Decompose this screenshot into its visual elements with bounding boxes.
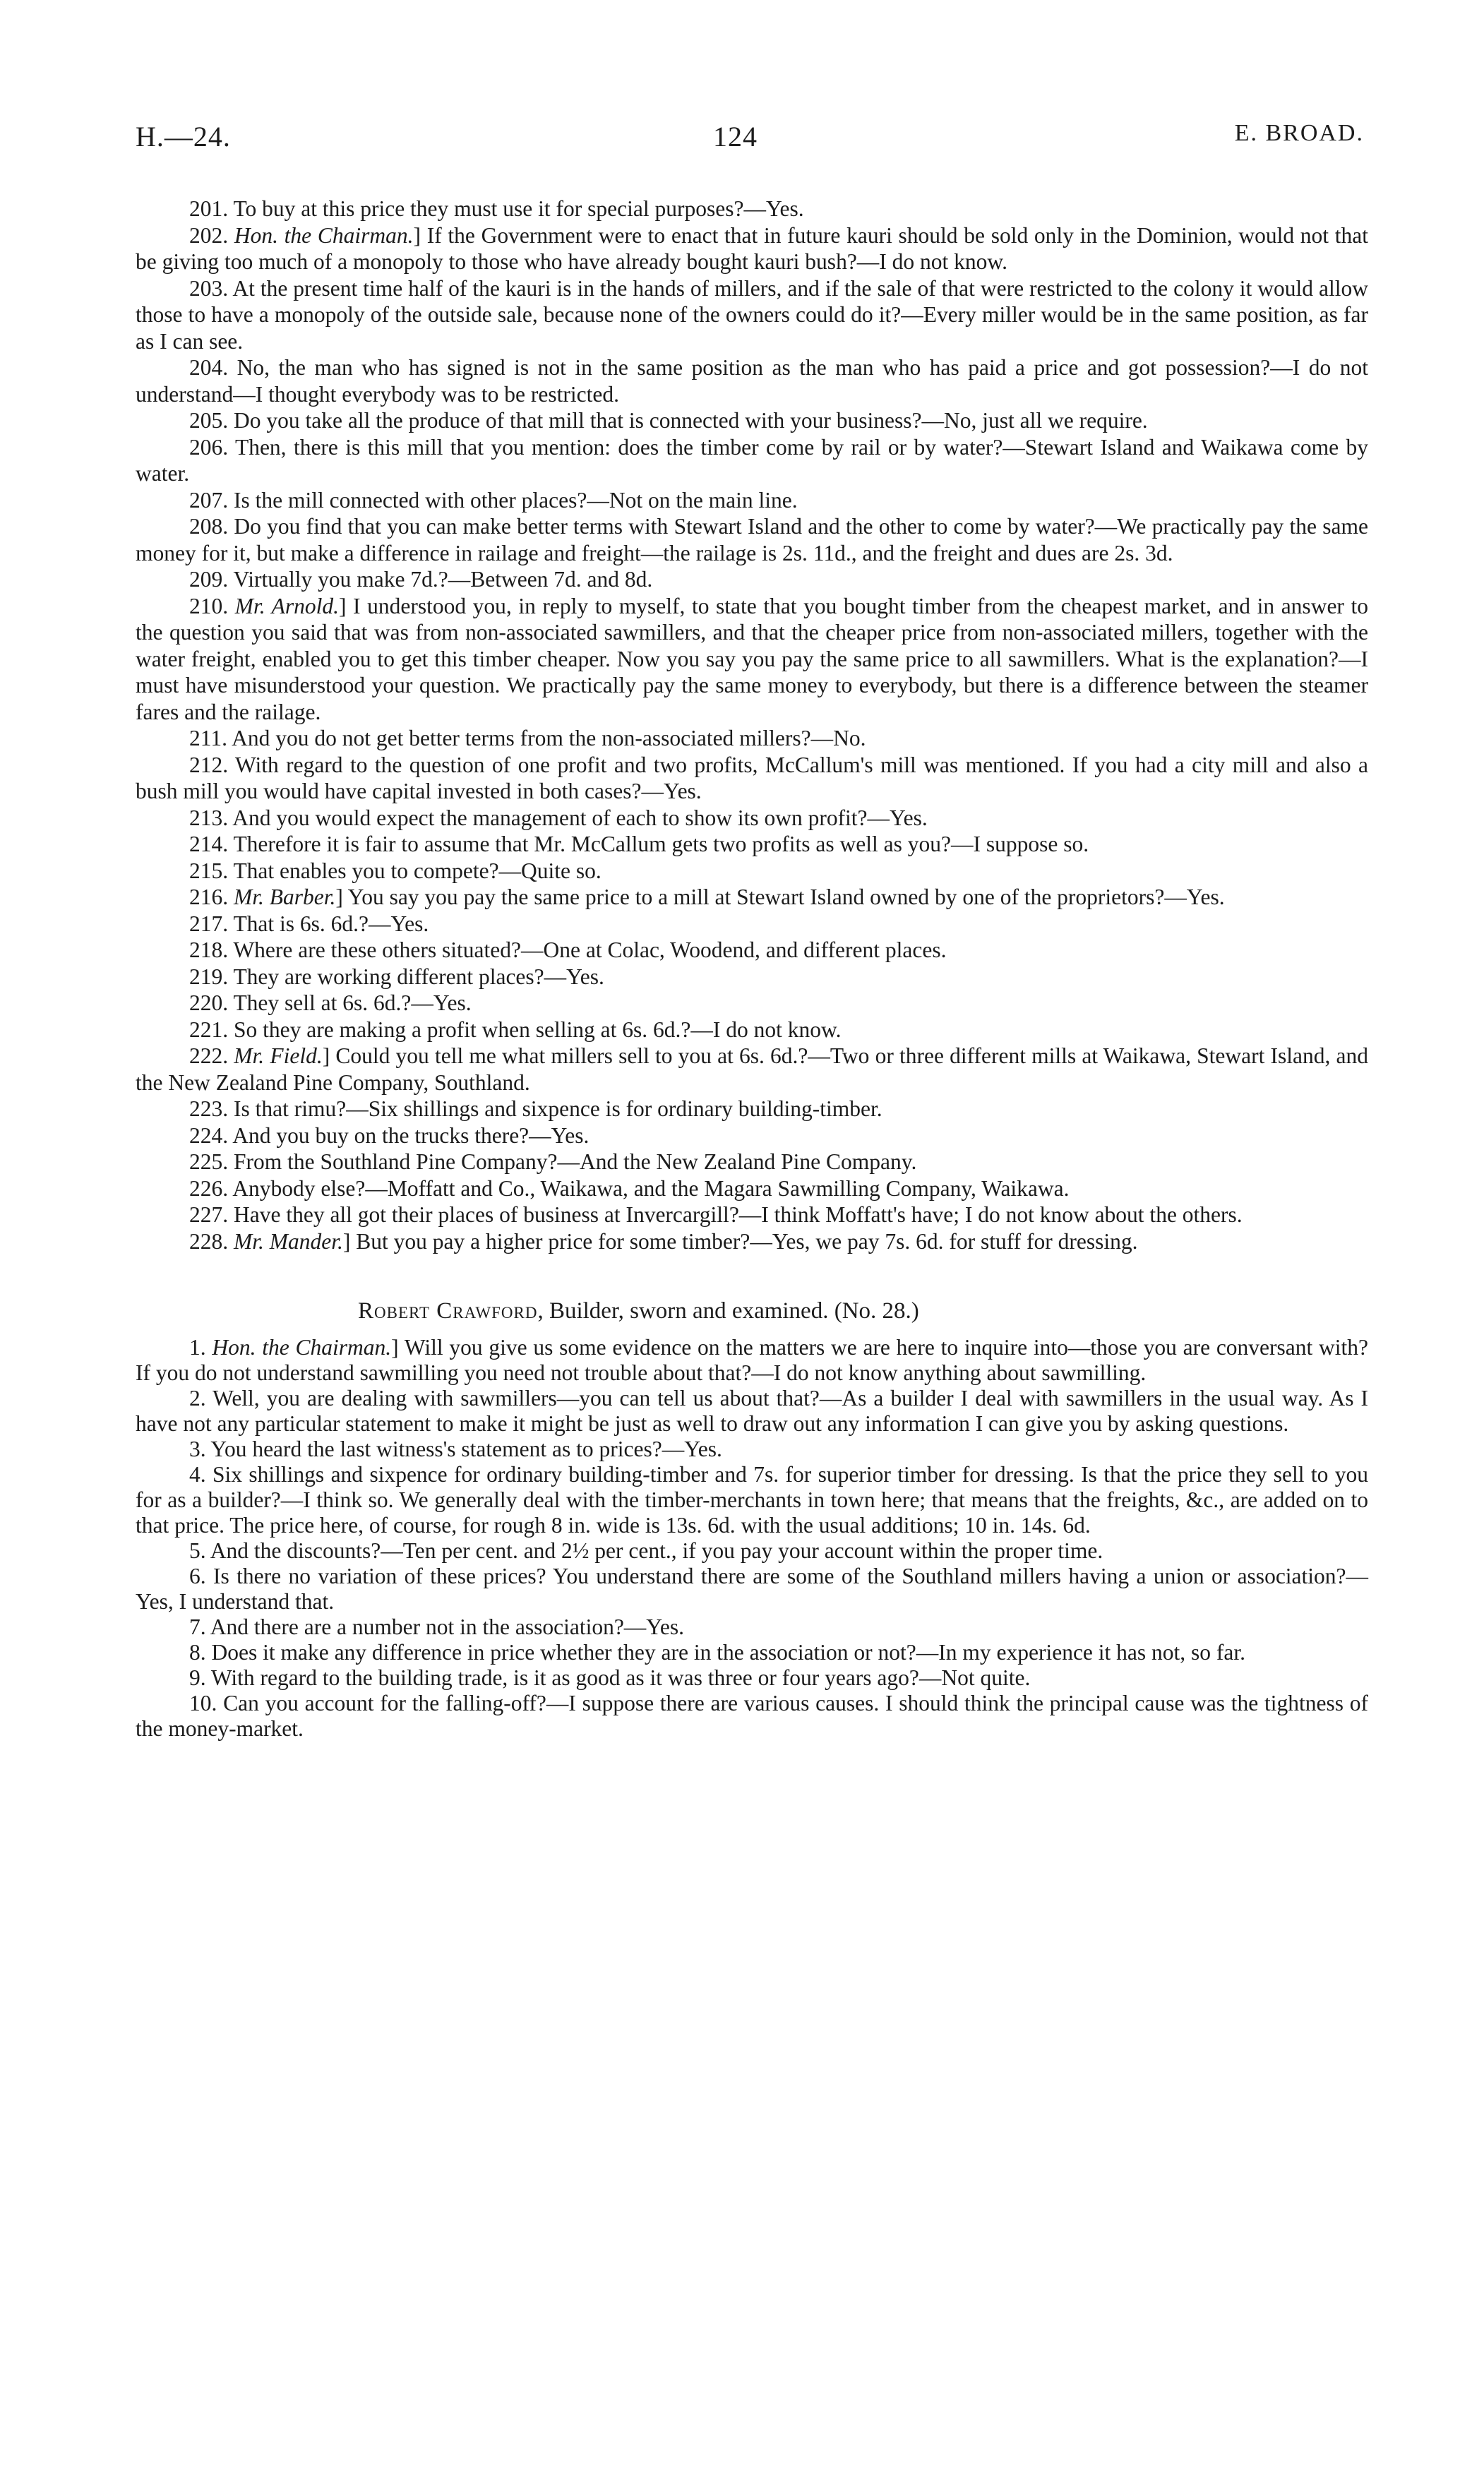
witness-heading xyxy=(136,1297,1368,1325)
question-paragraph xyxy=(136,911,1368,938)
question-text: Could you tell me what millers sell to you at 6s. 6d.?—Two or three different mills at Waikawa, Stewart Island, and the New Zealand Pine Company, Southland. xyxy=(136,1043,1369,1095)
question-number: 219. xyxy=(189,964,229,989)
question-text: At the present time half of the kauri is in the hands of millers, and if the sale of that were restricted to the colony it would allow those to have a monopoly of the outside sale, because none of the owners could do it?—Every miller would be in the same position, as far as I can see. xyxy=(136,275,1368,354)
question-text: You say you pay the same price to a mill at Stewart Island owned by one of the proprietors?—Yes. xyxy=(347,885,1225,909)
speaker-name: Mr. Mander. xyxy=(234,1228,343,1254)
speaker-name: Hon. the Chairman. xyxy=(212,1335,392,1360)
question-text: To buy at this price they must use it for special purposes?—Yes. xyxy=(233,196,804,221)
question-paragraph xyxy=(136,1149,1368,1175)
question-text: Can you account for the falling-off?—I suppose there are various causes. I should think the principal cause was the tightness of the money-market. xyxy=(136,1691,1369,1741)
question-paragraph xyxy=(136,858,1368,885)
question-text: If the Government were to enact that in future kauri should be sold only in the Dominion, would not that be giving too much of a monopoly to those who have already bought kauri bush?—I do not know. xyxy=(136,222,1369,274)
question-number: 7. xyxy=(189,1615,206,1639)
question-text: Does it make any difference in price whether they are in the association or not?—In my experience it has not, so far. xyxy=(211,1640,1246,1665)
question-number: 224. xyxy=(189,1122,229,1148)
question-number: 9. xyxy=(189,1665,206,1690)
question-number: 206. xyxy=(189,434,229,460)
witness-running-head: E. BROAD. xyxy=(1234,120,1364,146)
question-paragraph: 202. Hon. the Chairman.] If the Government were to enact that in future kauri should be sold only in the Dominion, would not that be giving too much of a monopoly to those who have already bought kauri bush?—I do not know. xyxy=(136,222,1369,274)
question-number: 210. xyxy=(189,593,229,618)
question-paragraph xyxy=(136,1122,1368,1149)
question-number: 205. xyxy=(189,408,229,433)
question-text: And there are a number not in the association?—Yes. xyxy=(210,1615,685,1639)
examination-crawford xyxy=(136,1335,1368,1742)
question-paragraph: 1. Hon. the Chairman.] Will you give us some evidence on the matters we are here to inquire into—those you are conversant with? If you do not understand sawmilling you need not trouble about that?—I do not know anything about sawmilling. xyxy=(136,1335,1369,1385)
question-number: 10. xyxy=(189,1691,217,1715)
question-paragraph xyxy=(136,964,1368,990)
report-reference: H.—24. xyxy=(136,121,231,152)
question-number: 223. xyxy=(189,1096,229,1121)
examination-broad xyxy=(136,196,1368,1254)
page-number: 124 xyxy=(713,121,758,152)
question-number: 5. xyxy=(189,1538,206,1563)
question-paragraph xyxy=(136,990,1368,1017)
witness-name: Robert Crawford xyxy=(358,1298,538,1324)
question-paragraph xyxy=(136,196,1368,222)
question-paragraph: 216. Mr. Barber.] You say you pay the same price to a mill at Stewart Island owned by one of the proprietors?—Yes. xyxy=(189,885,1225,909)
question-number: 209. xyxy=(189,567,229,592)
question-paragraph xyxy=(136,725,1368,752)
question-number: 227. xyxy=(189,1202,229,1227)
question-paragraph xyxy=(136,1017,1368,1043)
question-text: Well, you are dealing with sawmillers—you can tell us about that?—As a builder I deal with sawmillers in the usual way. As I have not any particular statement to make it might be just as well to draw out any information I can give you by asking questions. xyxy=(136,1386,1369,1436)
question-number: 202. xyxy=(189,222,229,248)
question-paragraph: 210. Mr. Arnold.] I understood you, in reply to myself, to state that you bought timber from the cheapest market, and in answer to the question you said that was from non-associated sawmillers, and that the cheaper price from non-associated millers, together with the water freight, enabled you to get this timber cheaper. Now you say you pay the same price to all sawmillers. What is the explanation?—I must have misunderstood your question. We practically pay the same money to everybody, but there is a difference between the steamer fares and the railage. xyxy=(136,593,1368,724)
question-paragraph xyxy=(136,937,1368,964)
question-text: Anybody else?—Moffatt and Co., Waikawa, and the Magara Sawmilling Company, Waikawa. xyxy=(232,1175,1070,1201)
question-number: 203. xyxy=(189,275,229,301)
question-text: Six shillings and sixpence for ordinary building-timber and 7s. for superior timber for dressing. Is that the price they sell to you for as a builder?—I think so. We generally deal with the timber-merchants in town here; that means that the freights, &c., are added on to that price. The price here, of course, for rough 8 in. wide is 13s. 6d. with the usual additions; 10 in. 14s. 6d. xyxy=(136,1462,1368,1538)
question-text: That is 6s. 6d.?—Yes. xyxy=(233,911,429,936)
question-text: That enables you to compete?—Quite so. xyxy=(233,858,602,883)
question-number: 225. xyxy=(189,1149,229,1174)
question-paragraph xyxy=(136,407,1368,434)
question-paragraph xyxy=(136,805,1368,832)
question-paragraph xyxy=(136,434,1368,487)
question-paragraph xyxy=(136,1202,1368,1228)
question-number: 222. xyxy=(189,1043,229,1068)
question-text: They are working different places?—Yes. xyxy=(233,964,604,989)
question-text: You heard the last witness's statement as to prices?—Yes. xyxy=(210,1437,722,1461)
question-number: 221. xyxy=(189,1017,229,1042)
question-text: And you do not get better terms from the non-associated millers?—No. xyxy=(232,726,866,750)
question-text: But you pay a higher price for some timber?—Yes, we pay 7s. 6d. for stuff for dressing. xyxy=(356,1228,1138,1254)
question-number: 211. xyxy=(189,726,227,750)
question-paragraph xyxy=(136,1386,1368,1437)
question-paragraph xyxy=(136,513,1368,566)
question-paragraph xyxy=(136,1665,1368,1691)
question-number: 204. xyxy=(189,355,229,380)
speaker-name: Hon. the Chairman. xyxy=(234,222,414,248)
question-number: 218. xyxy=(189,938,229,962)
witness-description: , Builder, sworn and examined. (No. 28.) xyxy=(537,1298,919,1324)
speaker-name: Mr. Arnold. xyxy=(234,593,339,618)
question-text: With regard to the building trade, is it as good as it was three or four years ago?—Not quite. xyxy=(210,1665,1031,1690)
question-text: I understood you, in reply to myself, to state that you bought timber from the cheapest market, and in answer to the question you said that was from non-associated sawmillers, and that the cheaper price from non-associated millers, together with the water freight, enabled you to get this timber cheaper. Now you say you pay the same price to all sawmillers. What is the explanation?—I must have misunderstood your question. We practically pay the same money to everybody, but there is a difference between the steamer fares and the railage. xyxy=(136,593,1368,724)
question-paragraph xyxy=(136,1691,1368,1742)
question-text: Then, there is this mill that you mention: does the timber come by rail or by water?—Stewart Island and Waikawa come by water. xyxy=(136,434,1368,486)
question-paragraph: 228. Mr. Mander.] But you pay a higher price for some timber?—Yes, we pay 7s. 6d. for stuff for dressing. xyxy=(189,1228,1138,1254)
question-paragraph: 222. Mr. Field.] Could you tell me what millers sell to you at 6s. 6d.?—Two or three different mills at Waikawa, Stewart Island, and the New Zealand Pine Company, Southland. xyxy=(136,1043,1369,1095)
question-text: So they are making a profit when selling at 6s. 6d.?—I do not know. xyxy=(234,1017,842,1042)
question-number: 2. xyxy=(189,1386,206,1410)
question-paragraph xyxy=(136,1615,1368,1640)
question-number: 217. xyxy=(189,911,229,936)
question-text: Do you take all the produce of that mill that is connected with your business?—No, just all we require. xyxy=(234,408,1148,433)
question-paragraph xyxy=(136,487,1368,514)
question-number: 6. xyxy=(189,1564,206,1588)
question-number: 228. xyxy=(189,1228,229,1254)
question-text: Virtually you make 7d.?—Between 7d. and 8d. xyxy=(233,567,653,592)
question-paragraph xyxy=(136,1437,1368,1462)
evidence-body xyxy=(136,196,1368,1742)
question-text: Therefore it is fair to assume that Mr. McCallum gets two profits as well as you?—I suppose so. xyxy=(233,832,1089,856)
question-text: And you would expect the management of each to show its own profit?—Yes. xyxy=(232,805,928,830)
question-number: 214. xyxy=(189,832,229,856)
question-text: Is that rimu?—Six shillings and sixpence is for ordinary building-timber. xyxy=(234,1096,882,1121)
question-text: They sell at 6s. 6d.?—Yes. xyxy=(233,990,472,1015)
question-paragraph xyxy=(136,1538,1368,1564)
question-text: From the Southland Pine Company?—And the New Zealand Pine Company. xyxy=(234,1149,917,1174)
question-number: 226. xyxy=(189,1175,229,1201)
question-paragraph xyxy=(136,831,1368,858)
question-number: 4. xyxy=(189,1462,206,1487)
question-text: Is there no variation of these prices? You understand there are some of the Southland millers having a union or association?—Yes, I understand that. xyxy=(136,1564,1369,1614)
question-number: 201. xyxy=(189,196,229,221)
question-text: Is the mill connected with other places?—Not on the main line. xyxy=(234,487,798,513)
question-paragraph xyxy=(136,752,1368,805)
question-number: 213. xyxy=(189,805,229,830)
question-text: Do you find that you can make better terms with Stewart Island and the other to come by water?—We practically pay the same money for it, but make a difference in railage and freight—the railage is 2s. 11d., and the freight and dues are 2s. 3d. xyxy=(136,514,1368,565)
question-paragraph xyxy=(136,354,1368,407)
question-number: 3. xyxy=(189,1437,206,1461)
speaker-name: Mr. Field. xyxy=(234,1043,323,1068)
question-paragraph xyxy=(136,275,1368,355)
question-text: And the discounts?—Ten per cent. and 2½ per cent., if you pay your account within the proper time. xyxy=(210,1538,1103,1563)
question-text: With regard to the question of one profit and two profits, McCallum's mill was mentioned. If you had a city mill and also a bush mill you would have capital invested in both cases?—Yes. xyxy=(136,752,1368,803)
question-number: 8. xyxy=(189,1640,206,1665)
question-number: 1. xyxy=(189,1335,206,1360)
question-text: No, the man who has signed is not in the same position as the man who has paid a price and got possession?—I do not understand—I thought everybody was to be restricted. xyxy=(136,355,1369,407)
question-paragraph xyxy=(136,1564,1368,1615)
question-number: 208. xyxy=(189,514,229,539)
question-paragraph xyxy=(136,1462,1368,1538)
question-paragraph xyxy=(136,1096,1368,1122)
question-number: 212. xyxy=(189,752,229,777)
question-text: Will you give us some evidence on the matters we are here to inquire into—those you are conversant with? If you do not understand sawmilling you need not trouble about that?—I do not know anything about sawmilling. xyxy=(136,1335,1369,1385)
question-paragraph xyxy=(136,1175,1368,1202)
question-number: 216. xyxy=(189,885,229,909)
speaker-name: Mr. Barber. xyxy=(234,885,336,909)
question-text: And you buy on the trucks there?—Yes. xyxy=(232,1122,590,1148)
question-paragraph xyxy=(136,566,1368,593)
question-text: Where are these others situated?—One at Colac, Woodend, and different places. xyxy=(233,938,947,962)
question-paragraph xyxy=(136,1640,1368,1665)
question-text: Have they all got their places of business at Invercargill?—I think Moffatt's have; I do not know about the others. xyxy=(234,1202,1243,1227)
question-number: 207. xyxy=(189,487,229,513)
question-number: 220. xyxy=(189,990,229,1015)
question-number: 215. xyxy=(189,858,229,883)
